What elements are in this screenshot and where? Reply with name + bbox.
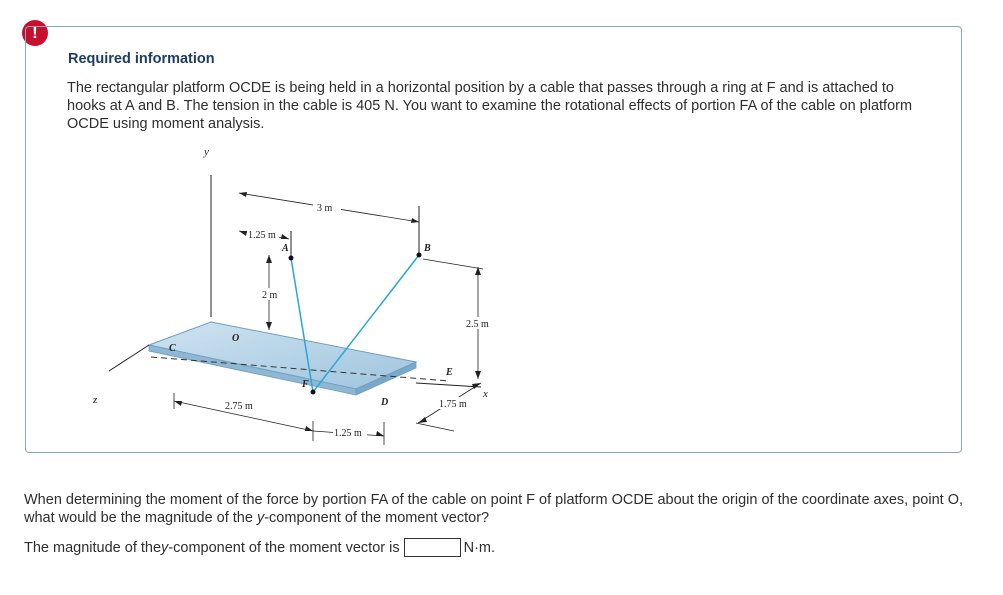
point-c-label: C bbox=[169, 343, 176, 354]
dim-275m-arrow-left bbox=[174, 401, 182, 406]
dim-2m-arrow-top bbox=[266, 255, 272, 263]
dim-25m-label: 2.5 m bbox=[466, 319, 489, 330]
dim-125m-top-arrow-left bbox=[239, 231, 247, 236]
point-e-label: E bbox=[446, 367, 453, 378]
point-f-label: F bbox=[302, 379, 309, 390]
dim-125m-top-label: 1.25 m bbox=[248, 230, 276, 241]
question-y-emphasis: y bbox=[256, 510, 265, 526]
z-axis-label: z bbox=[93, 394, 98, 406]
problem-statement: The rectangular platform OCDE is being held in a horizontal position by a cable that passes through a ring at F and is attached to hooks at A and B. The tension in the cable is 405 N. You want to examine the rotational effects of portion FA of the cable on platform OCDE using moment analysis. bbox=[67, 80, 913, 132]
dim-2m-arrow-bottom bbox=[266, 322, 272, 330]
x-axis-label: x bbox=[483, 388, 488, 400]
dim-25m-arrow-bottom bbox=[475, 371, 481, 379]
question-text: When determining the moment of the force by portion FA of the cable on point F of platform OCDE about the origin of the coordinate axes, point O, what would be the magnitude of the y-component of the moment vector? bbox=[24, 492, 963, 526]
dim-125m-bottom-arrow bbox=[376, 431, 384, 436]
required-information-panel bbox=[25, 26, 962, 453]
x-axis-line bbox=[416, 383, 481, 387]
dim-125m-top-arrow-right bbox=[281, 234, 289, 239]
point-d-label: D bbox=[381, 397, 389, 408]
y-axis-label: y bbox=[204, 146, 209, 158]
dim-25m-ext bbox=[423, 259, 483, 269]
answer-middle: -component of the moment vector is bbox=[168, 539, 400, 556]
dim-175m-ext bbox=[416, 423, 454, 431]
dim-3m-arrow-right bbox=[411, 218, 419, 223]
moment-y-input[interactable] bbox=[404, 538, 461, 557]
z-axis-line bbox=[109, 345, 149, 371]
dim-275m-label: 2.75 m bbox=[225, 401, 253, 412]
answer-prefix: The magnitude of the bbox=[24, 539, 162, 556]
dim-3m-label: 3 m bbox=[317, 203, 333, 214]
point-o-label: O bbox=[232, 333, 240, 344]
answer-y-emphasis: y bbox=[161, 539, 169, 556]
platform-diagram bbox=[71, 145, 491, 445]
answer-unit: N·m. bbox=[463, 539, 496, 556]
point-b-dot bbox=[417, 253, 422, 258]
point-f-dot bbox=[311, 390, 316, 395]
point-a-label: A bbox=[282, 243, 289, 254]
point-b-label: B bbox=[424, 243, 431, 254]
dim-2m-label: 2 m bbox=[262, 290, 278, 301]
dim-125m-bottom-label: 1.25 m bbox=[334, 428, 362, 439]
dim-3m-arrow-left bbox=[239, 192, 247, 197]
dim-175m-label: 1.75 m bbox=[439, 399, 467, 410]
alert-icon: ! bbox=[22, 20, 48, 46]
point-a-dot bbox=[289, 256, 294, 261]
answer-row bbox=[24, 538, 495, 557]
dim-275m-arrow-right bbox=[305, 426, 313, 431]
info-title: Required information bbox=[68, 51, 215, 67]
